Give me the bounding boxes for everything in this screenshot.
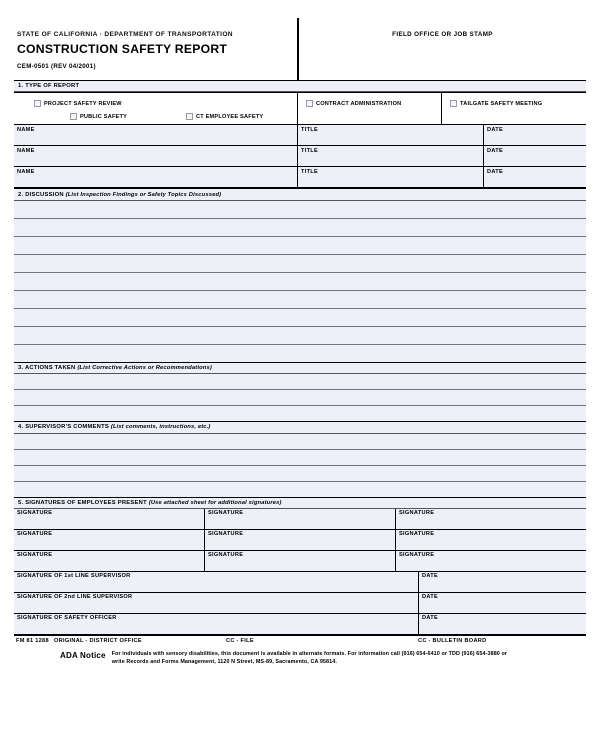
signature-label: SIGNATURE bbox=[208, 510, 244, 517]
section-5-heading bbox=[14, 497, 586, 509]
distribution-cc-bulletin-board: CC - BULLETIN BOARD bbox=[418, 637, 487, 644]
table-row bbox=[14, 551, 586, 572]
ada-notice-text: For individuals with sensory disabilities, this document is available in alternate formats. For information call (916) 654-6410 or TDD (916) 654-3880 or write Records and Forms Management, 1120 N Street, MS-89, Sacramento, CA 95814. bbox=[111, 650, 508, 666]
title-label: TITLE bbox=[301, 168, 319, 175]
section-5-note: (Use attached sheet for additional signatures) bbox=[148, 499, 282, 506]
checkbox-icon[interactable] bbox=[70, 113, 77, 120]
rule-line bbox=[14, 390, 586, 406]
section-4-note: (List comments, instructions, etc.) bbox=[110, 424, 211, 431]
date-label: DATE bbox=[422, 594, 439, 601]
date-field-3[interactable] bbox=[483, 167, 586, 187]
table-row bbox=[14, 530, 586, 551]
section-4-heading bbox=[14, 421, 586, 433]
date-label: DATE bbox=[487, 126, 504, 133]
section-4-number: 4. SUPERVISOR'S COMMENTS bbox=[18, 424, 111, 431]
employee-signature-field-3[interactable] bbox=[395, 509, 586, 529]
checkbox-ct-employee-safety[interactable] bbox=[186, 113, 263, 120]
rule-line bbox=[14, 434, 586, 450]
rule-line bbox=[14, 219, 586, 237]
rule-line bbox=[14, 309, 586, 327]
type-column-left bbox=[14, 93, 297, 124]
form-footer bbox=[14, 635, 586, 681]
supervisor-signature-label: SIGNATURE OF 1st LINE SUPERVISOR bbox=[17, 573, 131, 580]
first-line-supervisor-signature-field[interactable] bbox=[14, 572, 418, 592]
rule-line bbox=[14, 482, 586, 497]
table-row bbox=[14, 572, 586, 593]
type-column-right bbox=[441, 93, 586, 124]
distribution-line bbox=[14, 636, 586, 644]
rule-line bbox=[14, 201, 586, 219]
name-label: NAME bbox=[17, 147, 35, 154]
rule-line bbox=[14, 291, 586, 309]
section-3-number: 3. ACTIONS TAKEN bbox=[18, 364, 78, 371]
name-field-2[interactable] bbox=[14, 146, 297, 166]
distribution-original: ORIGINAL - DISTRICT OFFICE bbox=[54, 637, 142, 644]
signature-label: SIGNATURE bbox=[17, 510, 53, 517]
table-row bbox=[14, 593, 586, 614]
checkbox-label: TAILGATE SAFETY MEETING bbox=[460, 100, 543, 107]
table-row bbox=[14, 167, 586, 188]
table-row bbox=[14, 125, 586, 146]
signature-label: SIGNATURE bbox=[399, 552, 435, 559]
form-number: CEM-0501 (REV 04/2001) bbox=[17, 63, 96, 70]
discussion-textarea[interactable] bbox=[14, 201, 586, 362]
name-field-3[interactable] bbox=[14, 167, 297, 187]
signature-label: SIGNATURE bbox=[399, 510, 435, 517]
checkbox-label: PUBLIC SAFETY bbox=[80, 113, 128, 120]
employee-signature-field-7[interactable] bbox=[14, 551, 204, 571]
distribution-cc-file: CC - FILE bbox=[226, 637, 254, 644]
actions-taken-textarea[interactable] bbox=[14, 374, 586, 421]
field-office-stamp-box[interactable] bbox=[299, 18, 586, 80]
employee-signature-field-4[interactable] bbox=[14, 530, 204, 550]
supervisor-signature-label: SIGNATURE OF SAFETY OFFICER bbox=[17, 615, 117, 622]
checkbox-public-safety[interactable] bbox=[70, 113, 127, 120]
checkbox-icon[interactable] bbox=[306, 100, 313, 107]
section-3-heading bbox=[14, 362, 586, 374]
ada-notice bbox=[14, 644, 586, 667]
ada-notice-label: ADA Notice bbox=[60, 650, 106, 660]
page-title: CONSTRUCTION SAFETY REPORT bbox=[17, 42, 228, 56]
employee-signature-field-2[interactable] bbox=[204, 509, 395, 529]
checkbox-icon[interactable] bbox=[186, 113, 193, 120]
date-field-1[interactable] bbox=[483, 125, 586, 145]
checkbox-label: PROJECT SAFETY REVIEW bbox=[44, 100, 122, 107]
rule-line bbox=[14, 406, 586, 421]
title-label: TITLE bbox=[301, 147, 319, 154]
name-label: NAME bbox=[17, 168, 35, 175]
title-field-3[interactable] bbox=[297, 167, 483, 187]
signature-label: SIGNATURE bbox=[208, 552, 244, 559]
section-5-number: 5. SIGNATURES OF EMPLOYEES PRESENT bbox=[18, 499, 149, 506]
signature-label: SIGNATURE bbox=[399, 531, 435, 538]
date-field-2[interactable] bbox=[483, 146, 586, 166]
rule-line bbox=[14, 255, 586, 273]
rule-line bbox=[14, 374, 586, 390]
header-left-block bbox=[14, 18, 297, 80]
rule-line bbox=[14, 273, 586, 291]
supervisor-comments-textarea[interactable] bbox=[14, 434, 586, 497]
title-field-2[interactable] bbox=[297, 146, 483, 166]
agency-line: STATE OF CALIFORNIA · DEPARTMENT OF TRANSPORTATION bbox=[17, 31, 233, 38]
signature-label: SIGNATURE bbox=[208, 531, 244, 538]
date-label: DATE bbox=[422, 615, 439, 622]
employee-signature-field-5[interactable] bbox=[204, 530, 395, 550]
table-row bbox=[14, 614, 586, 635]
rule-line bbox=[14, 327, 586, 345]
rule-line bbox=[14, 345, 586, 362]
second-line-supervisor-date-field[interactable] bbox=[418, 593, 586, 613]
signature-label: SIGNATURE bbox=[17, 531, 53, 538]
supervisor-signature-label: SIGNATURE OF 2nd LINE SUPERVISOR bbox=[17, 594, 133, 601]
section-2-number: 2. DISCUSSION bbox=[18, 191, 66, 198]
employee-signature-field-1[interactable] bbox=[14, 509, 204, 529]
rule-line bbox=[14, 237, 586, 255]
section-2-note: (List Inspection Findings or Safety Topics Discussed) bbox=[65, 191, 222, 198]
checkbox-icon[interactable] bbox=[450, 100, 457, 107]
checkbox-label: CT EMPLOYEE SAFETY bbox=[196, 113, 264, 120]
rule-line bbox=[14, 450, 586, 466]
employee-signature-field-8[interactable] bbox=[204, 551, 395, 571]
date-label: DATE bbox=[487, 147, 504, 154]
stamp-label: FIELD OFFICE OR JOB STAMP bbox=[392, 31, 493, 38]
section-3-note: (List Corrective Actions or Recommendations) bbox=[77, 364, 212, 371]
checkbox-contract-administration[interactable] bbox=[306, 100, 401, 107]
checkbox-label: CONTRACT ADMINISTRATION bbox=[316, 100, 402, 107]
name-field-1[interactable] bbox=[14, 125, 297, 145]
table-row bbox=[14, 509, 586, 530]
safety-officer-date-field[interactable] bbox=[418, 614, 586, 634]
first-line-supervisor-date-field[interactable] bbox=[418, 572, 586, 592]
safety-officer-signature-field[interactable] bbox=[14, 614, 418, 634]
section-2-heading bbox=[14, 188, 586, 200]
employee-signature-field-6[interactable] bbox=[395, 530, 586, 550]
title-field-1[interactable] bbox=[297, 125, 483, 145]
rule-line bbox=[14, 466, 586, 482]
second-line-supervisor-signature-field[interactable] bbox=[14, 593, 418, 613]
checkbox-tailgate-safety-meeting[interactable] bbox=[450, 100, 542, 107]
name-label: NAME bbox=[17, 126, 35, 133]
section-1-heading: 1. TYPE OF REPORT bbox=[14, 80, 586, 92]
fm-code: FM 81 1288 bbox=[16, 637, 49, 644]
title-label: TITLE bbox=[301, 126, 319, 133]
employee-signature-field-9[interactable] bbox=[395, 551, 586, 571]
signature-label: SIGNATURE bbox=[17, 552, 53, 559]
checkbox-icon[interactable] bbox=[34, 100, 41, 107]
type-of-report-block bbox=[14, 92, 586, 125]
date-label: DATE bbox=[487, 168, 504, 175]
date-label: DATE bbox=[422, 573, 439, 580]
checkbox-project-safety-review[interactable] bbox=[34, 100, 122, 107]
type-column-middle bbox=[297, 93, 441, 124]
form-header bbox=[14, 18, 586, 80]
table-row bbox=[14, 146, 586, 167]
